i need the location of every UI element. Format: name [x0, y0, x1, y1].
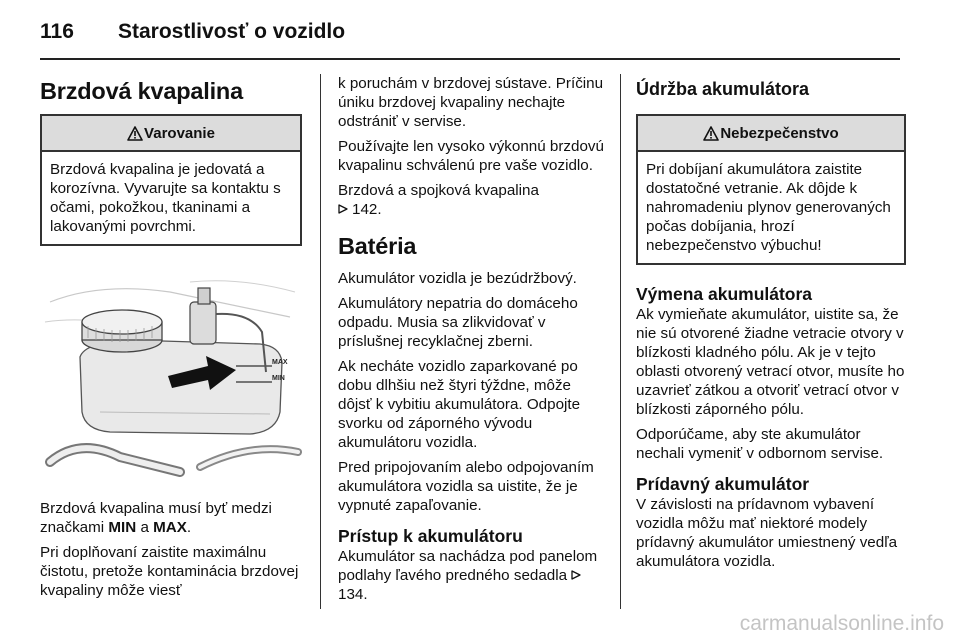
battery-access-page: 134.	[338, 586, 368, 603]
section-heading-battery: Batéria	[338, 233, 417, 259]
fluid-reference-page: 142.	[352, 201, 382, 218]
battery-ignition-text: Pred pripojovaním alebo odpojovaním akumulátora vozidla sa uistite, že je vypnuté zapaľovanie.	[338, 459, 594, 514]
page-number: 116	[40, 20, 74, 43]
level-text-prefix: Brzdová kvapalina musí byť medzi značkami	[40, 500, 272, 536]
page-reference-icon	[571, 570, 581, 580]
refill-cleanliness-text: Pri doplňovaní zaistite maximálnu čistotu, pretože kontaminácia brzdovej kvapaliny môže viesť	[40, 544, 299, 599]
battery-replacement-text: Ak vymieňate akumulátor, uistite sa, že nie sú otvorené žiadne vetracie otvory v blízkosti kladného pólu. Ak je v tejto oblasti otvorený vetrací otvor, musíte ho uzavrieť zátkou a otvoriť vetrací otvor v blízkosti záporného pólu.	[636, 306, 905, 418]
level-text-mid: a	[136, 519, 154, 536]
brake-fluid-level-text	[40, 499, 302, 537]
warning-text: Brzdová kvapalina je jedovatá a korozívna. Vyvarujte sa kontaktu s očami, pokožkou, tkaninami a lakovanými povrchmi.	[50, 161, 281, 235]
watermark: carmanualsonline.info	[739, 612, 944, 635]
figure-max-label: MAX	[272, 359, 288, 366]
section-heading-battery-access: Prístup k akumulátoru	[338, 526, 523, 546]
auxiliary-battery-text: V závislosti na prídavnom vybavení vozidla môžu mať niektoré modely prídavný akumulátor umiestnený vedľa akumulátora vozidla.	[636, 496, 898, 570]
brake-fluid-reservoir-illustration	[40, 262, 302, 478]
battery-maintenance-free-text: Akumulátor vozidla je bezúdržbový.	[338, 270, 577, 287]
warning-triangle-icon	[127, 126, 143, 141]
battery-parking-text: Ak necháte vozidlo zaparkované po dobu dlhšiu než štyri týždne, môže dôjsť k vybitiu akumulátora. Odpojte svorku od záporného vývodu akumulátoru vozidla.	[338, 358, 581, 451]
level-text-suffix: .	[186, 519, 192, 536]
danger-title: Nebezpečenstvo	[720, 124, 839, 142]
max-mark-label: MAX	[153, 519, 187, 536]
fluid-reference-text	[338, 181, 606, 219]
warning-box	[40, 114, 302, 246]
danger-header	[638, 116, 904, 152]
section-heading-battery-maintenance: Údržba akumulátora	[636, 79, 810, 99]
page-reference-icon	[338, 204, 348, 214]
warning-title: Varovanie	[144, 124, 215, 142]
danger-text: Pri dobíjaní akumulátora zaistite dostatočné vetranie. Ak dôjde k nahromadeniu plynov generovaných počas dobíjania, hrozí nebezpečenstvo výbuchu!	[646, 161, 891, 254]
battery-disposal-text: Akumulátory nepatria do domáceho odpadu. Musia sa zlikvidovať v príslušnej recyklačnej zberni.	[338, 295, 578, 350]
danger-box	[636, 114, 906, 265]
column-2	[338, 74, 606, 610]
warning-header	[42, 116, 300, 152]
battery-access-label: Akumulátor sa nachádza pod panelom podlahy ľavého predného sedadla	[338, 548, 598, 584]
figure-min-label: MIN	[272, 375, 285, 382]
header-rule	[40, 58, 900, 60]
brake-fault-text: k poruchám v brzdovej sústave. Príčinu úniku brzdovej kvapaliny nechajte odstrániť v servise.	[338, 75, 604, 130]
min-mark-label: MIN	[108, 519, 137, 536]
fluid-reference-label: Brzdová a spojková kvapalina	[338, 182, 539, 199]
column-1	[40, 74, 302, 606]
approved-fluid-text: Používajte len vysoko výkonnú brzdovú kvapalinu schválenú pre vaše vozidlo.	[338, 138, 604, 174]
column-3	[636, 74, 906, 577]
section-heading-brake-fluid: Brzdová kvapalina	[40, 78, 243, 104]
column-divider-1	[320, 74, 321, 609]
section-heading-auxiliary-battery: Prídavný akumulátor	[636, 474, 810, 494]
battery-service-text: Odporúčame, aby ste akumulátor nechali vymeniť v odbornom servise.	[636, 426, 884, 462]
battery-access-text	[338, 547, 606, 604]
column-divider-2	[620, 74, 621, 609]
running-title: Starostlivosť o vozidlo	[118, 20, 346, 43]
warning-triangle-icon	[703, 126, 719, 141]
page-header	[40, 16, 345, 48]
section-heading-battery-replacement: Výmena akumulátora	[636, 284, 813, 304]
